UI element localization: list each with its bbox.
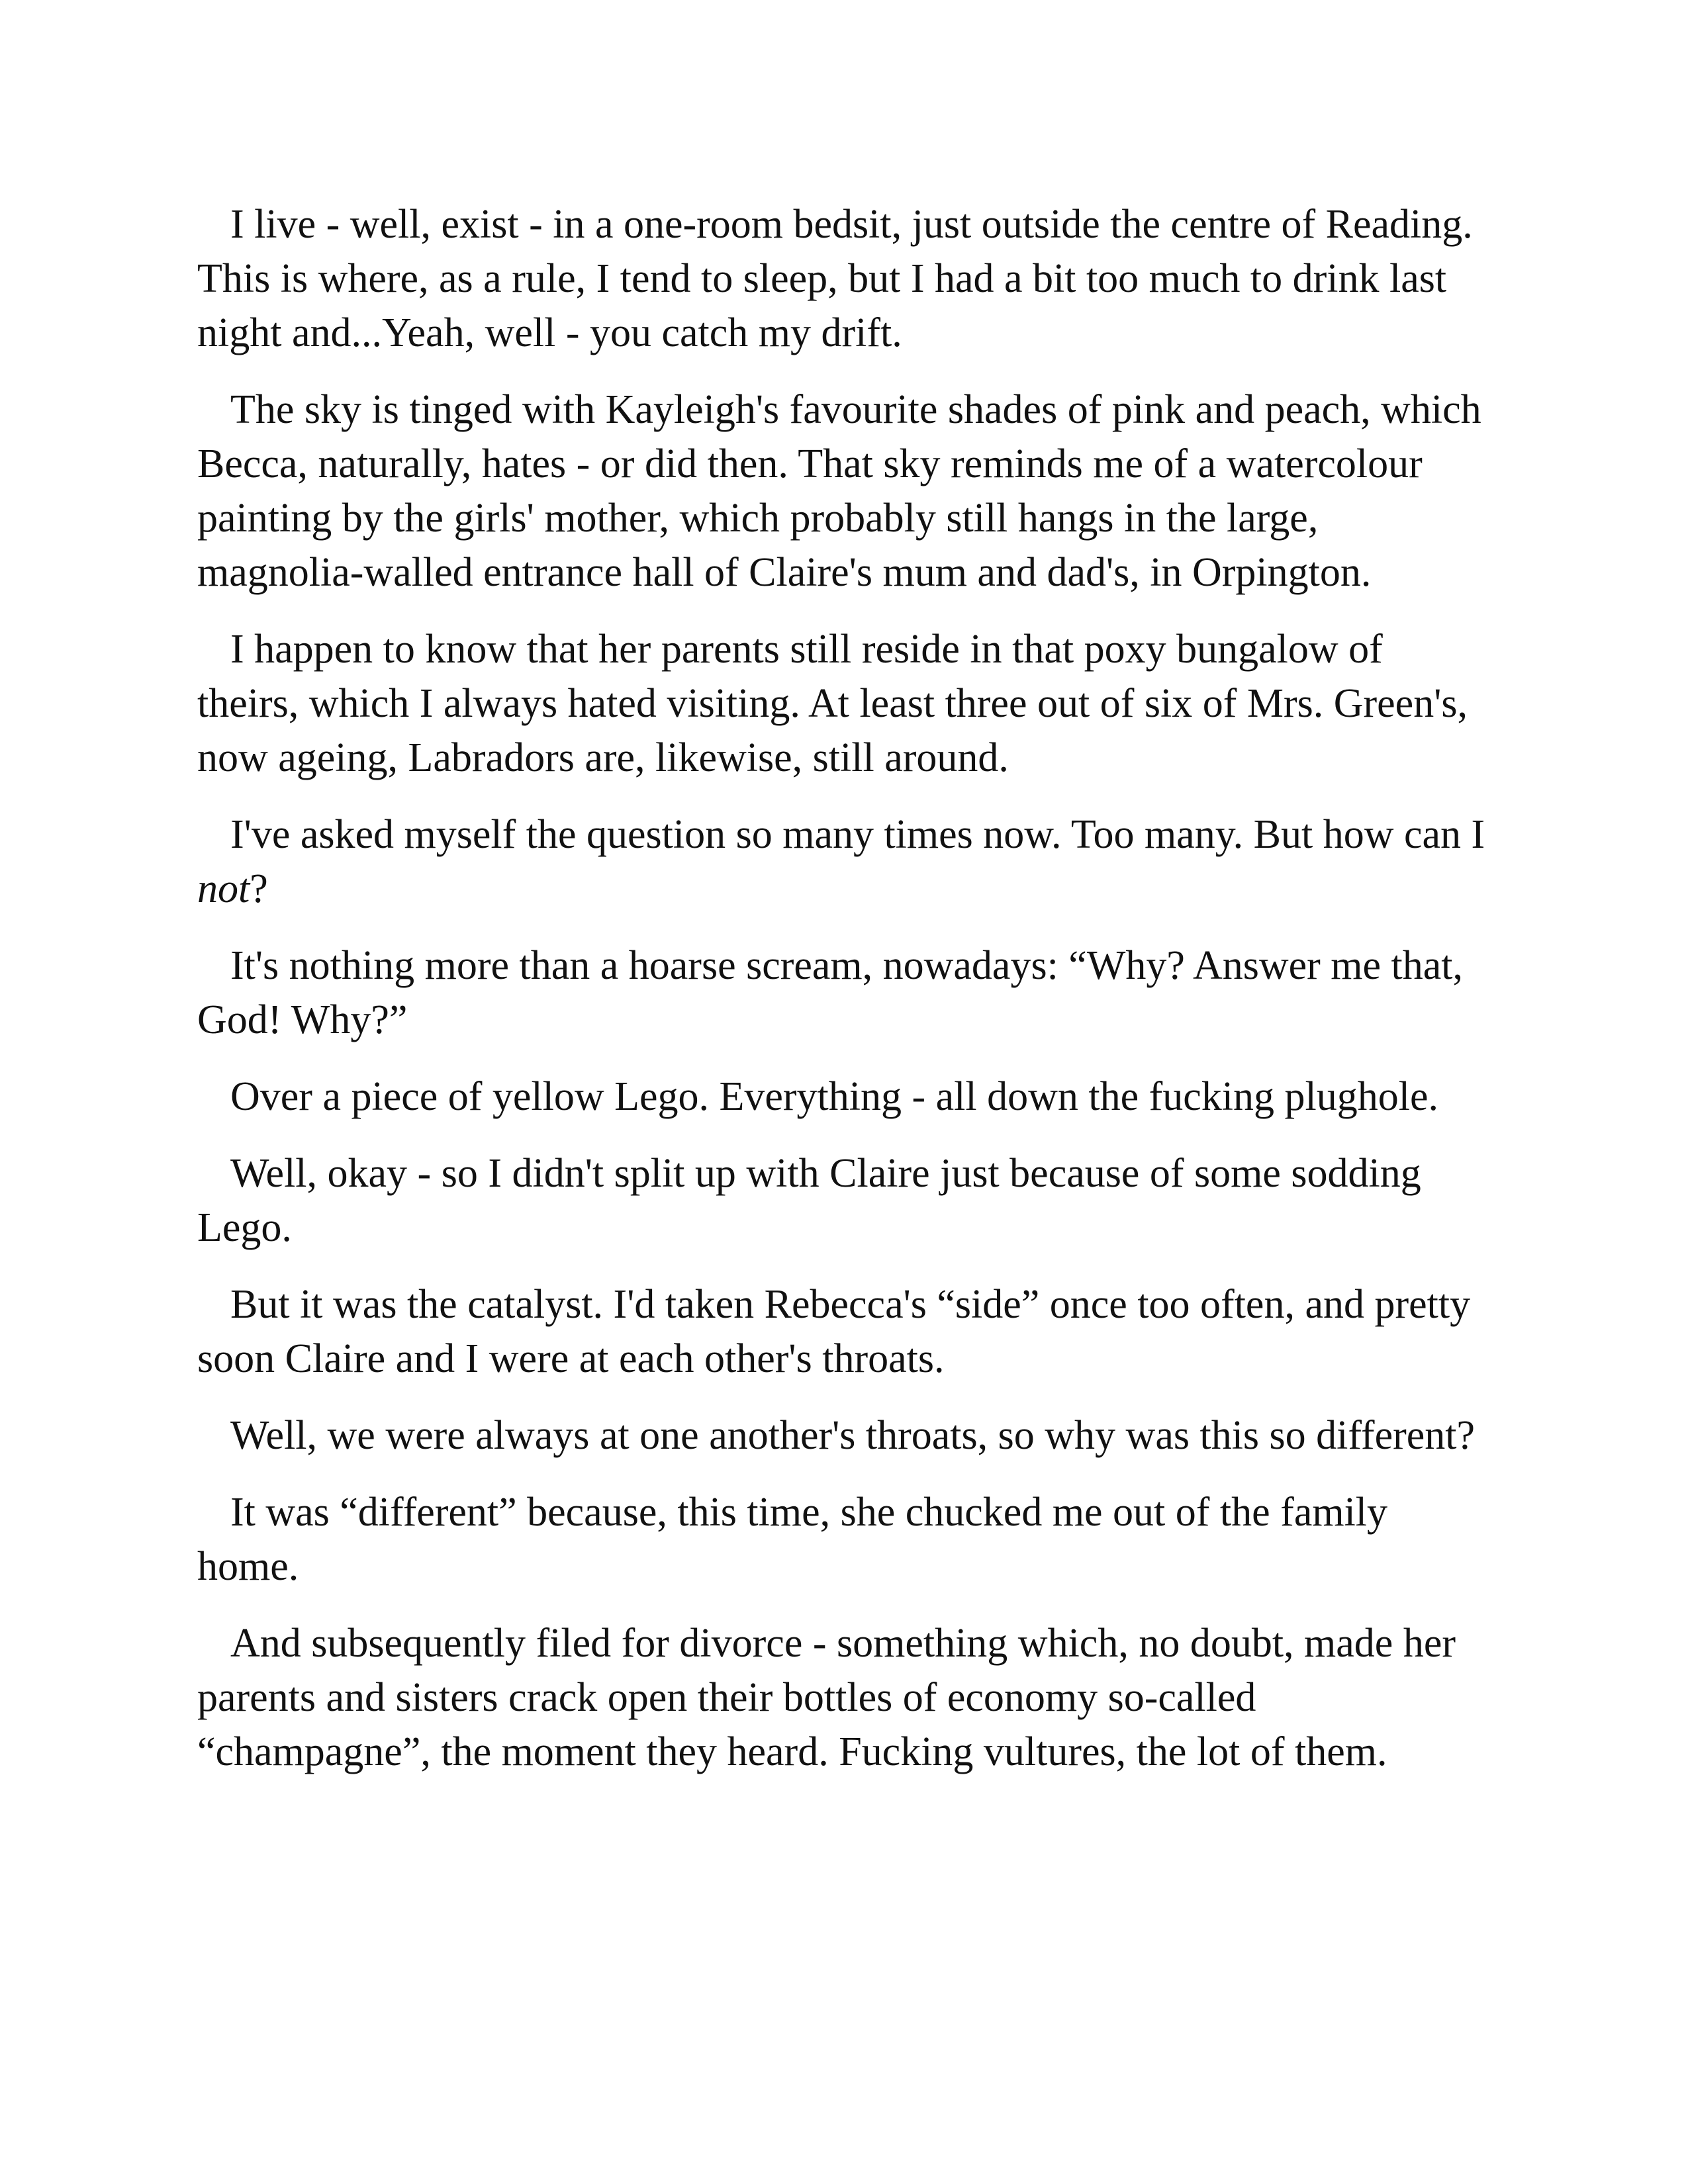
paragraph: Well, we were always at one another's throats, so why was this so different? [230, 1413, 1476, 1458]
paragraph: It's nothing more than a hoarse scream, nowadays: “Why? Answer me that, God! Why?” [197, 943, 1463, 1042]
paragraph: Over a piece of yellow Lego. Everything - all down the fucking plughole. [230, 1074, 1439, 1119]
paragraph [197, 807, 1491, 916]
paragraph-text: I've asked myself the question so many times now. Too many. But how can I [230, 812, 1485, 857]
paragraph: I happen to know that her parents still reside in that poxy bungalow of theirs, which I always hated visiting. At least three out of six of Mrs. Green's, now ageing, Labradors are, likewise, still around. [197, 627, 1468, 780]
emphasis-text: not [197, 866, 250, 911]
paragraph-text: ? [250, 866, 268, 911]
paragraph: It was “different” because, this time, she chucked me out of the family home. [197, 1490, 1388, 1589]
body-text [197, 197, 1491, 1779]
paragraph: The sky is tinged with Kayleigh's favourite shades of pink and peach, which Becca, naturally, hates - or did then. That sky reminds me of a watercolour painting by the girls' mother, which probably still hangs in the large, magnolia-walled entrance hall of Claire's mum and dad's, in Orpington. [197, 387, 1481, 595]
paragraph: And subsequently filed for divorce - something which, no doubt, made her parents and sisters crack open their bottles of economy so-called “champagne”, the moment they heard. Fucking vultures, the lot of them. [197, 1621, 1456, 1774]
paragraph: But it was the catalyst. I'd taken Rebecca's “side” once too often, and pretty soon Claire and I were at each other's throats. [197, 1282, 1471, 1381]
paragraph: I live - well, exist - in a one-room bedsit, just outside the centre of Reading. This is where, as a rule, I tend to sleep, but I had a bit too much to drink last night and...Yeah, well - you catch my drift. [197, 202, 1473, 355]
paragraph: Well, okay - so I didn't split up with Claire just because of some sodding Lego. [197, 1151, 1421, 1250]
